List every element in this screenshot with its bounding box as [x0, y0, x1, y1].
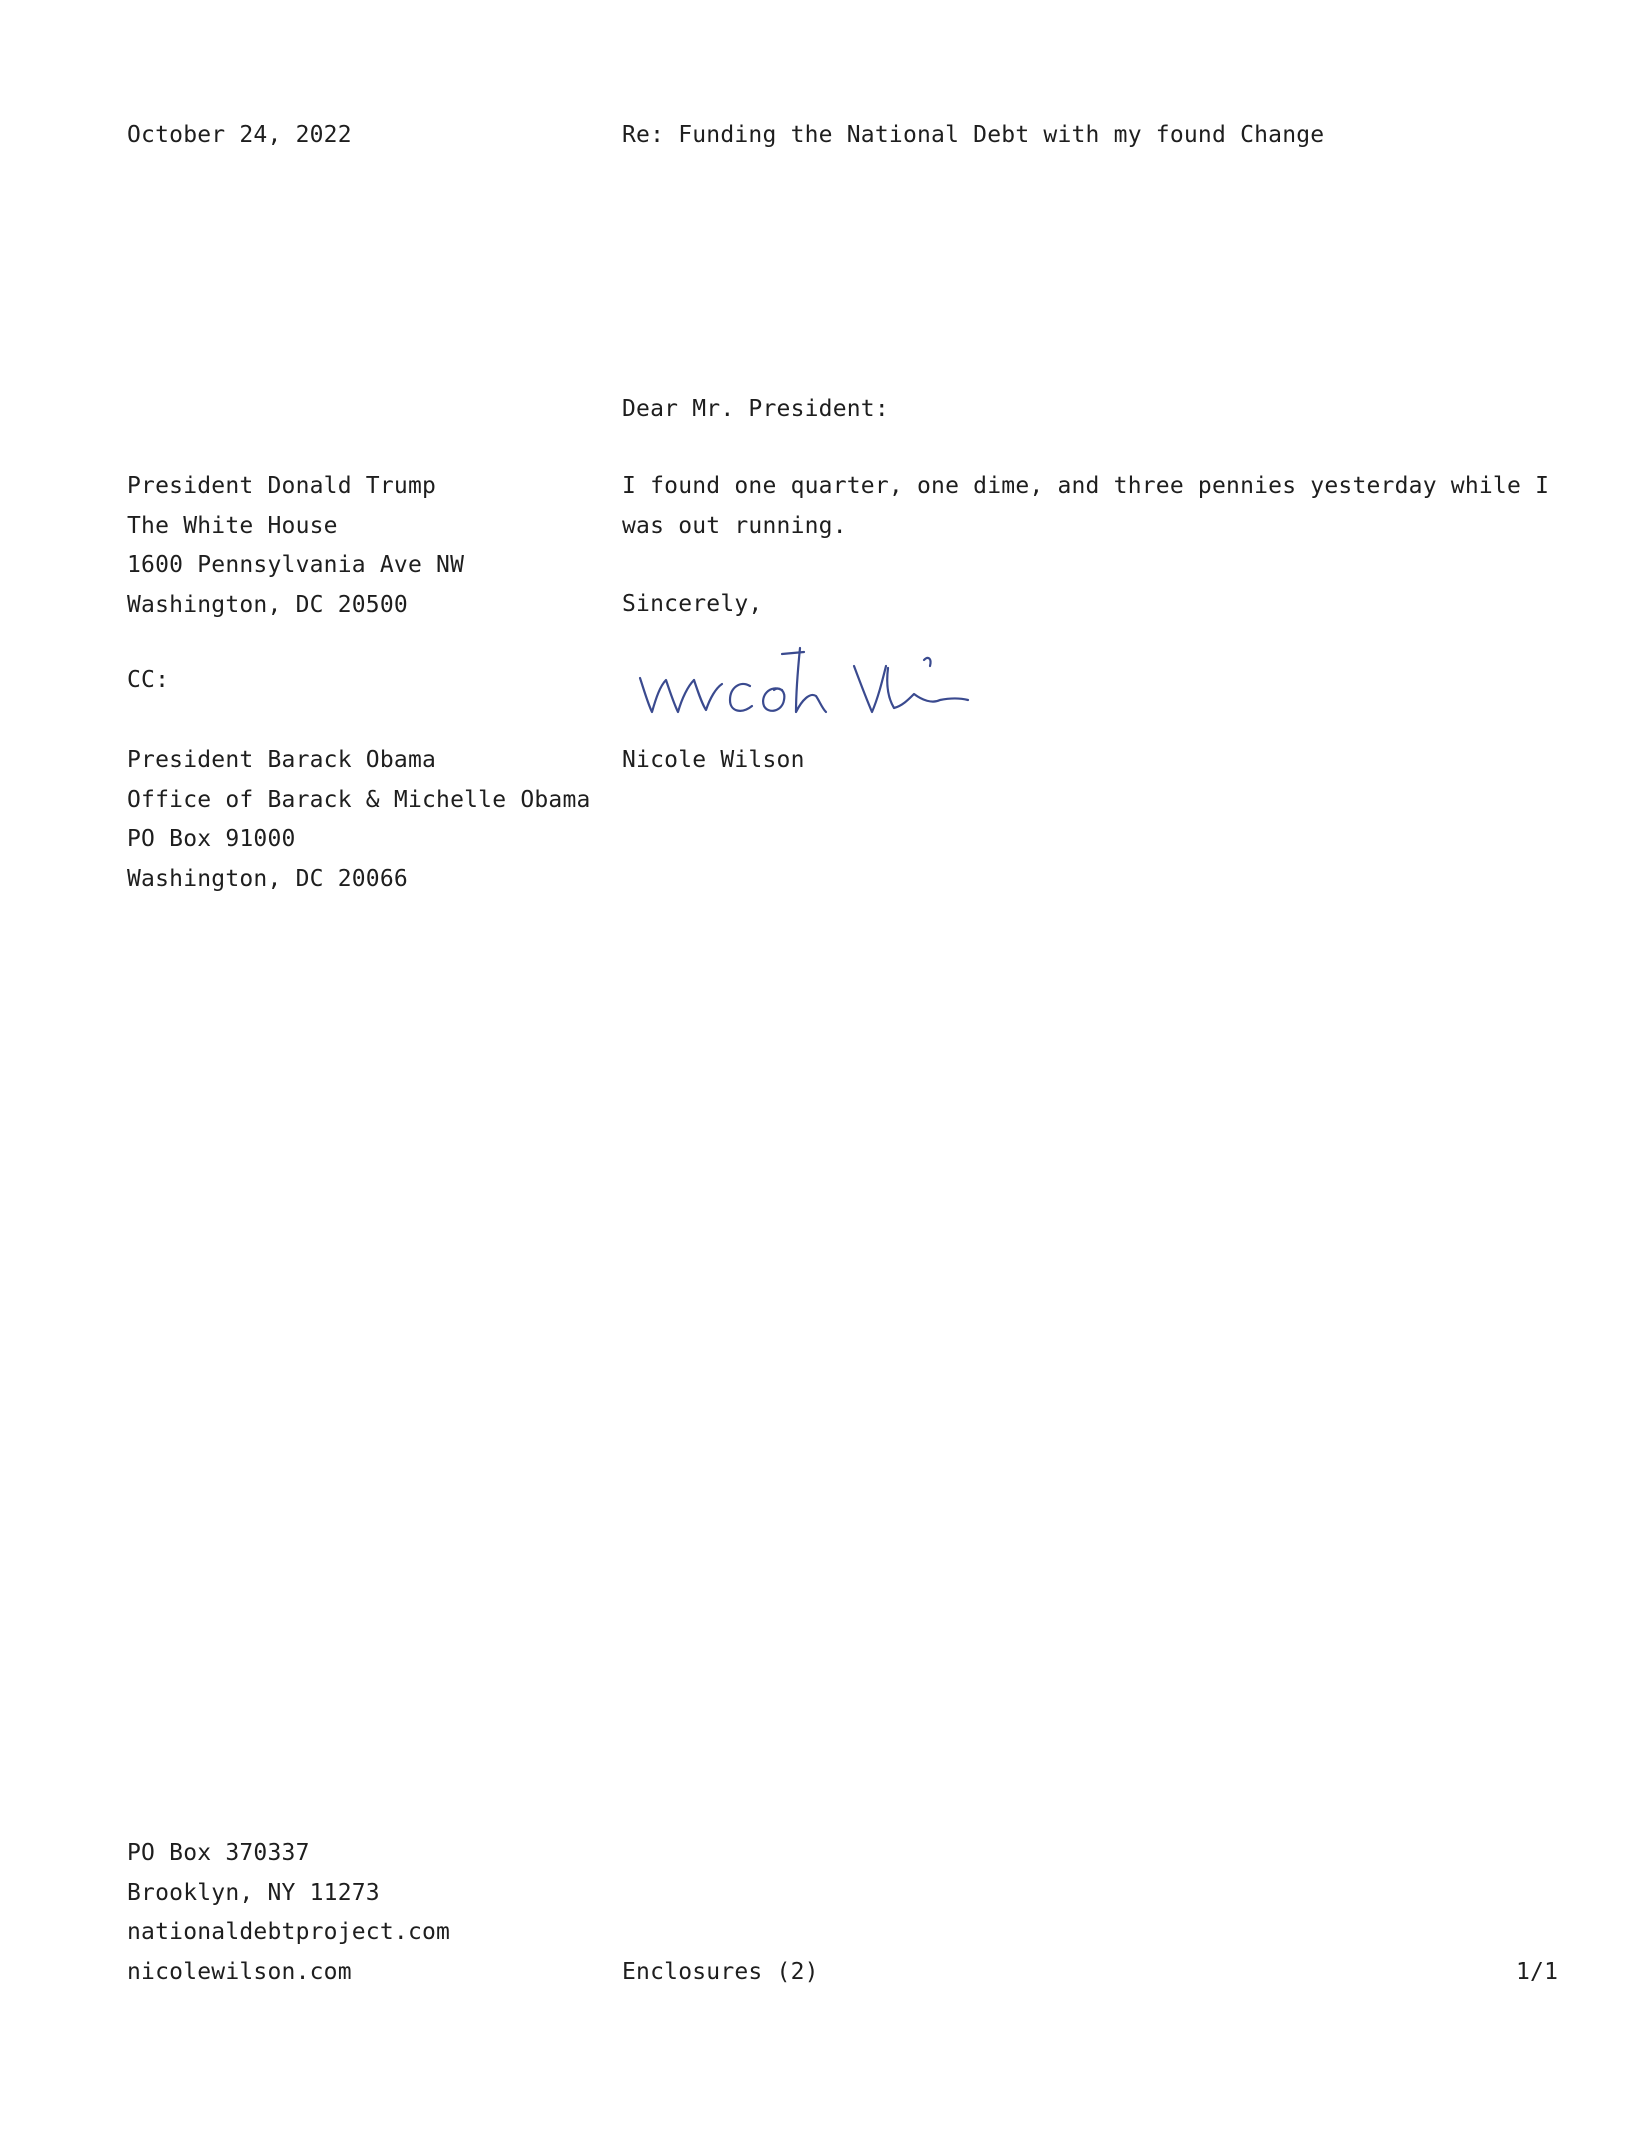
recipient-address-line: The White House	[127, 512, 338, 539]
cc-address-line: Office of Barack & Michelle Obama	[127, 786, 591, 813]
signature-stroke	[924, 658, 931, 666]
cc-address-line: PO Box 91000	[127, 826, 296, 852]
body-line: I found one quarter, one dime, and three pennies yesterday while I	[622, 473, 1550, 499]
signature-stroke	[730, 684, 752, 711]
salutation: Dear Mr. President:	[622, 396, 889, 422]
sender-website: nicolewilson.com	[127, 1958, 352, 1985]
signature-stroke	[694, 680, 722, 710]
cc-recipient-name: President Barack Obama	[127, 747, 437, 773]
signature-stroke	[887, 668, 968, 708]
recipient-name: President Donald Trump	[127, 473, 437, 499]
enclosures-note: Enclosures (2)	[622, 1959, 819, 1985]
recipient-address-line: Washington, DC 20500	[127, 591, 408, 618]
signature-stroke	[854, 666, 886, 712]
signature-stroke	[640, 678, 694, 712]
letter-date: October 24, 2022	[127, 122, 352, 148]
letter-body	[622, 467, 1549, 546]
sender-address-line: Brooklyn, NY 11273	[127, 1879, 380, 1906]
body-line: was out running.	[622, 512, 847, 539]
page-number: 1/1	[1516, 1959, 1559, 1985]
signature-stroke	[763, 688, 784, 710]
cc-recipient-address	[127, 741, 591, 899]
handwritten-signature	[632, 642, 977, 732]
cc-label: CC:	[127, 667, 170, 693]
closing: Sincerely,	[622, 591, 763, 617]
signature-name: Nicole Wilson	[622, 747, 805, 773]
recipient-address	[127, 467, 464, 625]
signature-stroke	[796, 648, 826, 712]
letter-subject: Re: Funding the National Debt with my found Change	[622, 122, 1325, 148]
signature-stroke	[782, 652, 804, 654]
recipient-address-line: 1600 Pennsylvania Ave NW	[127, 552, 465, 578]
sender-address-line: PO Box 370337	[127, 1840, 310, 1866]
sender-website: nationaldebtproject.com	[127, 1919, 451, 1945]
cc-address-line: Washington, DC 20066	[127, 865, 408, 892]
sender-address	[127, 1834, 450, 1992]
